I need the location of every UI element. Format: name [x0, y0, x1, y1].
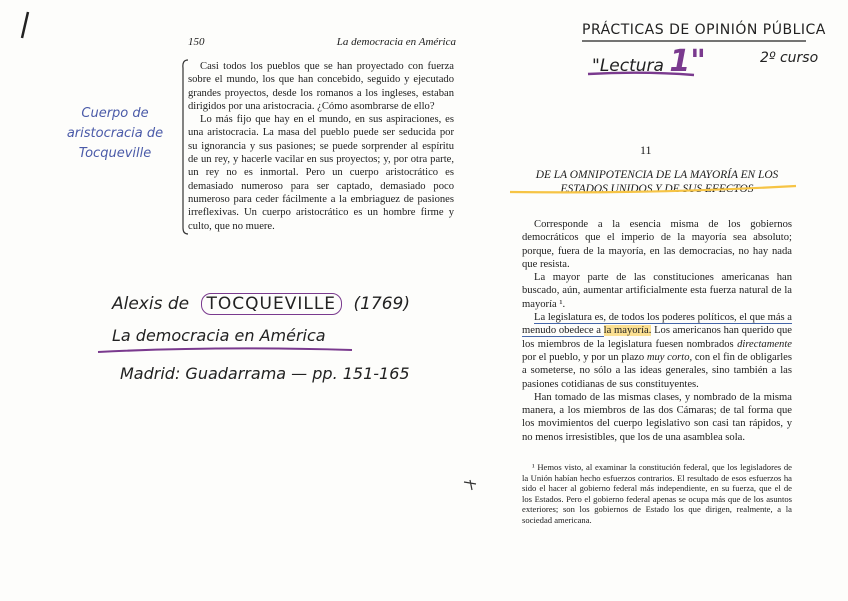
lectura-underline [586, 70, 698, 78]
running-head: La democracia en América [336, 36, 456, 48]
margin-note-line: Tocqueville [78, 146, 152, 161]
citation-title: La democracia en América [112, 326, 326, 345]
emphasis: muy corto, [646, 351, 693, 363]
paragraph: Corresponde a la esencia misma de los gobiernos democráticos que el imperio de la mayoría sea absoluto; porque, fuera de la mayoría, en las democracias, no hay nada que resista. [522, 219, 792, 270]
course-title: PRÁCTICAS DE OPINIÓN PÚBLICA [582, 22, 826, 38]
margin-note-line: aristocracia de [66, 126, 164, 141]
emphasis: directamente [737, 338, 792, 350]
chapter-number: 11 [640, 143, 652, 157]
title-highlight-underline [508, 182, 800, 196]
lectura-text: "Lectura [592, 56, 664, 76]
paragraph: Han tomado de las mismas clases, y nombrado de la misma manera, a los miembros de las dos Cámaras; de tal forma que los movimientos del cuerpo legislativo son casi tan rápidos, y no menos irresistibles, que los de una asamblea sola. [522, 391, 792, 443]
highlight-majority: la mayoría. [603, 325, 652, 337]
paragraph: Casi todos los pueblos que se han proyectado con fuerza sobre el mundo, los que han concebido, seguido y ejecutado grandes proyectos, desde los romanos a los ingleses, estaban dirigidos por una aristocracia. ¿Cómo asombrarse de ello? [188, 61, 454, 112]
paragraph-highlighted [522, 311, 792, 391]
purple-underline [96, 344, 356, 356]
right-page-body [522, 218, 792, 444]
citation-publisher: Madrid: Guadarrama — pp. 151-165 [120, 364, 410, 383]
paragraph-segment: con el fin de obligarles a someterse, no sólo a las ideas generales, sino también a las pasiones cotidianas de sus constituyentes. [522, 351, 792, 390]
paragraph: Lo más fijo que hay en el mundo, en sus aspiraciones, es una aristocracia. La masa del pueblo puede ser seducida por su ignorancia y sus pasiones; se puede sorprender al espíritu de un rey, y hacerle vacilar en sus proyectos; y, por otra parte, un rey no es inmortal. Pero un cuerpo aristocrático es demasiado numeroso para ser captado, demasiado poco numeroso para ceder fácilmente a la embriaguez de pasiones irreflexivas. Un cuerpo aristocrático es un hombre firme y culto, que no muere. [188, 114, 454, 232]
chapter-title: DE LA OMNIPOTENCIA DE LA MAYORÍA EN LOS ESTADOS UNIDOS Y DE SUS EFECTOS [535, 169, 779, 195]
stray-mark-icon [462, 478, 480, 492]
page-number: 150 [188, 36, 205, 48]
paragraph: La mayor parte de las constituciones americanas han buscado, aún, aumentar artificialmente esta fuerza natural de la mayoría ¹. [522, 272, 792, 310]
paragraph-lead: La legislatura es, de todos los poderes políticos, el que más a menudo obedece a [522, 312, 793, 337]
margin-note-line: Cuerpo de [81, 106, 149, 121]
footnote: ¹ Hemos visto, al examinar la constitución federal, que los legisladores de la Unión habían hecho esfuerzos contrarios. El resultado de esos esfuerzos ha sido el hacer al gobierno federal más independiente, en su fuerza, que el de los Estados. Pero el gobierno federal apenas se ocupa más que de los asuntos exteriores; son los gobiernos de Estado los que dirigen, realmente, a la sociedad americana. [522, 462, 792, 525]
paragraph-segment: por el pueblo, y por un plazo [522, 351, 647, 363]
author-last: TOCQUEVILLE [201, 293, 343, 315]
author-first: Alexis de [112, 294, 190, 314]
left-page-header [188, 36, 456, 50]
citation-author-line [112, 293, 410, 315]
left-page-body [188, 60, 454, 233]
course-year: 2º curso [760, 50, 819, 66]
pen-mark-icon [16, 10, 36, 42]
author-year: (1769) [353, 294, 410, 314]
margin-note [50, 104, 180, 164]
lectura-number: 1" [669, 44, 706, 79]
paragraph-segment: Los americanos han querido que los miembros de la legislatura fuesen nombrados [522, 325, 792, 350]
